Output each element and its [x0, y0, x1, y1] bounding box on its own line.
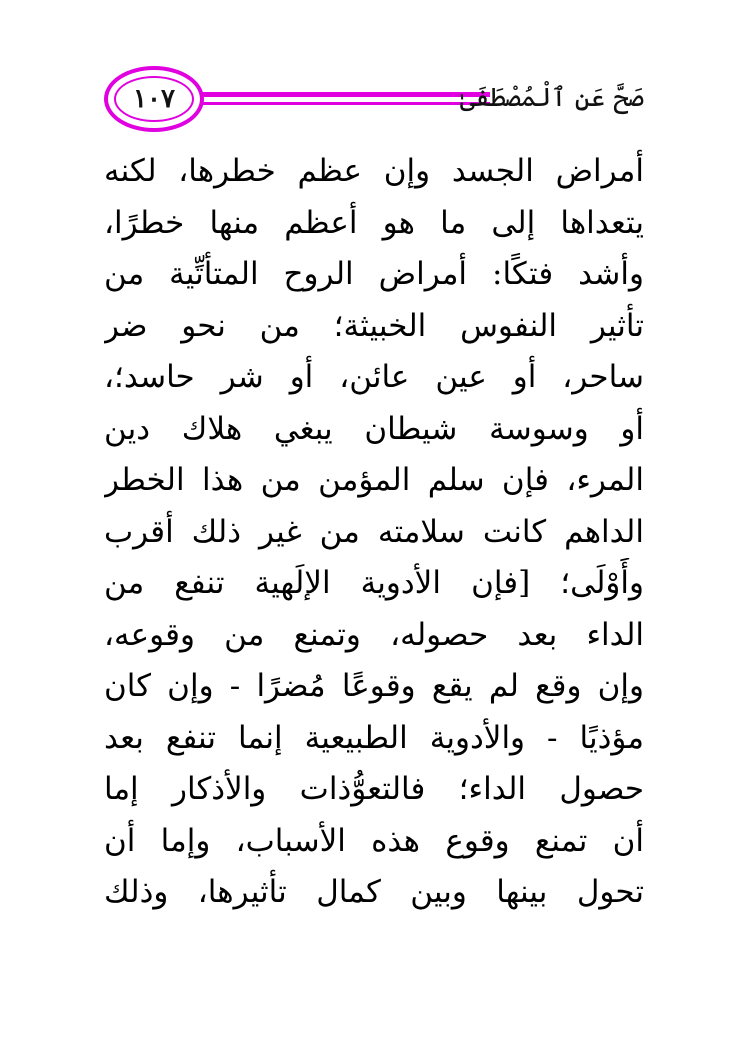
text-line: أو وسوسة شيطان يبغي هلاك دين	[104, 410, 644, 447]
text-line: المرء، فإن سلم المؤمن من هذا الخطر	[104, 462, 644, 498]
header-rule-thick	[200, 92, 490, 97]
text-line: وإن وقع لم يقع وقوعًا مُضرًا - وإن كان	[104, 668, 644, 704]
text-line: ساحر، أو عين عائن، أو شر حاسد؛،	[104, 359, 644, 395]
text-line: وأشد فتكًا: أمراض الروح المتأتِّية من	[104, 256, 644, 292]
page-header	[104, 66, 644, 142]
text-line: الداء بعد حصوله، وتمنع من وقوعه،	[104, 616, 644, 653]
running-title: صَحَّ عَنِ ٱلْمُصْطَفَىٰ	[459, 83, 644, 113]
text-line: الداهم كانت سلامته من غير ذلك أقرب	[104, 513, 644, 550]
text-line: تأثير النفوس الخبيثة؛ من نحو ضر	[104, 307, 644, 344]
text-line: حصول الداء؛ فالتعوُّذات والأذكار إما	[104, 771, 644, 807]
text-line: مؤذيًا - والأدوية الطبيعية إنما تنفع بعد	[104, 719, 644, 756]
page-number-badge	[104, 66, 204, 132]
text-line: يتعداها إلى ما هو أعظم منها خطرًا،	[104, 204, 644, 241]
page-number: ١٠٧	[114, 76, 194, 122]
header-rule-thin	[200, 102, 490, 105]
text-line: أن تمنع وقوع هذه الأسباب، وإما أن	[104, 822, 644, 859]
body-text	[104, 146, 644, 919]
text-line: وأَوْلَى؛ [فإن الأدوية الإلَهية تنفع من	[104, 565, 644, 601]
text-line: أمراض الجسد وإن عظم خطرها، لكنه	[104, 153, 644, 189]
text-line: تحول بينها وبين كمال تأثيرها، وذلك	[104, 874, 644, 910]
